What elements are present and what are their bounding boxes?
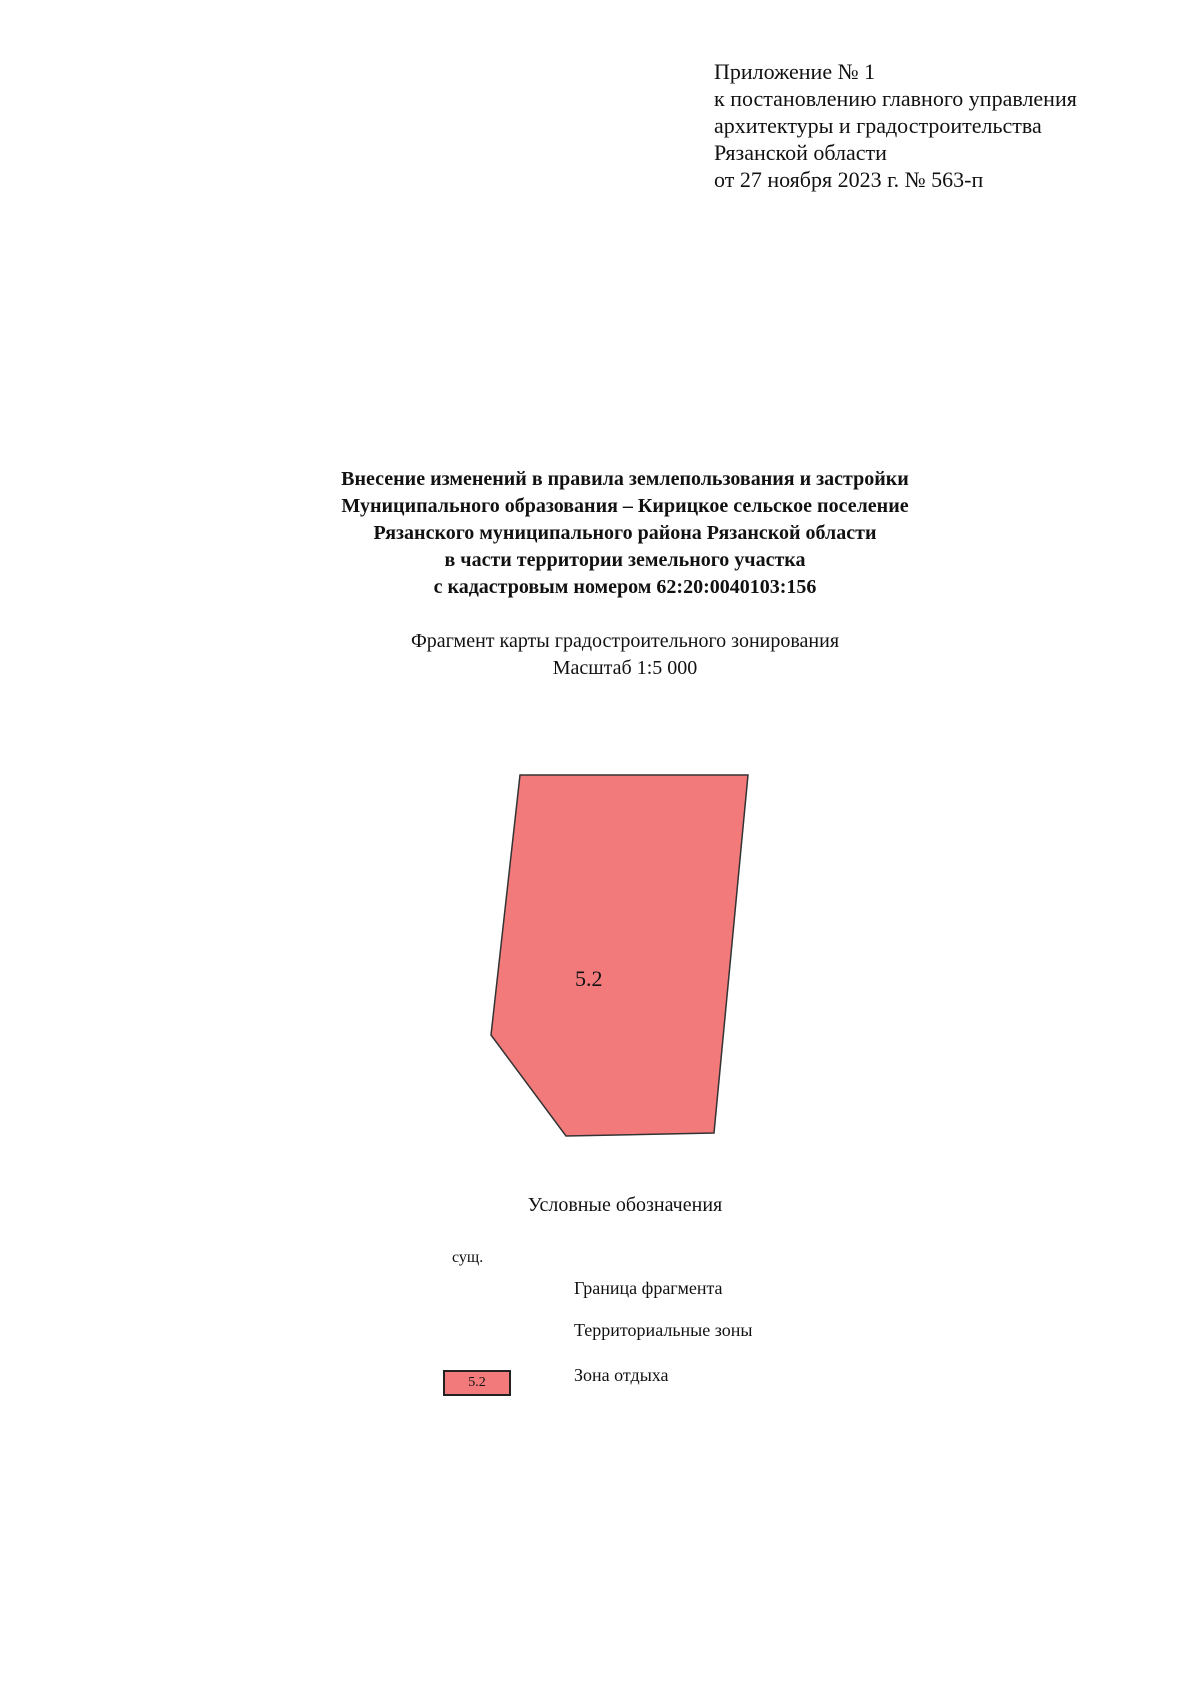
legend-swatch-recreation-zone — [443, 1370, 511, 1396]
zone-polygon — [491, 775, 748, 1136]
appendix-line: Рязанской области — [714, 140, 887, 165]
scale-line: Масштаб 1:5 000 — [552, 657, 698, 679]
title-line: с кадастровым номером 62:20:0040103:156 — [433, 576, 817, 598]
subtitle-line: Фрагмент карты градостроительного зонирования — [410, 630, 840, 652]
document-title — [0, 466, 1200, 601]
legend-item-recreation-zone: Зона отдыха — [574, 1365, 669, 1385]
title-line: в части территории земельного участка — [444, 549, 806, 571]
legend-title: Условные обозначения — [527, 1194, 723, 1216]
legend-item-territorial-zones: Территориальные зоны — [574, 1320, 753, 1340]
appendix-line: архитектуры и градостроительства — [714, 113, 1042, 138]
map-subtitle — [0, 628, 1200, 682]
zone-label: 5.2 — [575, 966, 603, 991]
title-line: Муниципального образования – Кирицкое сельское поселение — [341, 495, 909, 517]
appendix-line: к постановлению главного управления — [714, 86, 1077, 111]
legend-item-fragment-border: Граница фрагмента — [574, 1278, 723, 1298]
title-line: Внесение изменений в правила землепользования и застройки — [341, 468, 909, 490]
legend-existing-label: сущ. — [452, 1249, 484, 1266]
appendix-line: от 27 ноября 2023 г. № 563-п — [714, 167, 984, 192]
title-line: Рязанского муниципального района Рязанской области — [373, 522, 877, 544]
appendix-block — [714, 58, 1077, 193]
legend-swatch-label: 5.2 — [468, 1375, 486, 1390]
appendix-line: Приложение № 1 — [714, 59, 876, 84]
